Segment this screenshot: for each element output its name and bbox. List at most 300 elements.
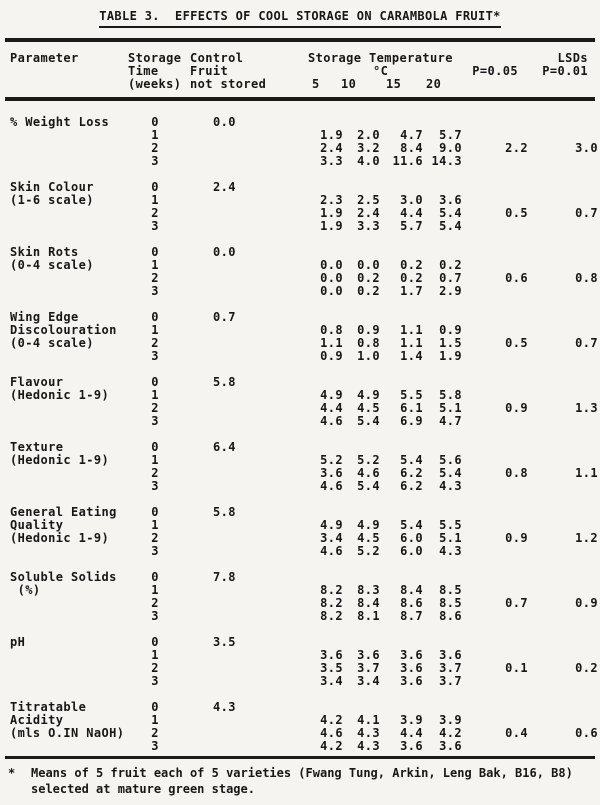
cell-control: 4.3: [213, 700, 236, 714]
cell-control: 7.8: [213, 570, 236, 584]
cell-temp-20: 5.4: [439, 466, 462, 480]
cell-parameter: (Hedonic 1-9): [10, 531, 110, 545]
cell-temp-20: 8.5: [439, 583, 462, 597]
cell-control: [176, 597, 265, 610]
cell-temp-10: 0.8: [357, 336, 380, 350]
cell-lsd-p05: 0.5: [505, 336, 528, 350]
table-row: [10, 649, 588, 662]
table-row: [10, 246, 588, 259]
cell-control: [176, 259, 265, 272]
cell-parameter: % Weight Loss: [10, 115, 110, 129]
cell-week: 3: [151, 284, 159, 298]
cell-temp-5: 1.9: [320, 128, 343, 142]
cell-temp-10: 2.5: [357, 193, 380, 207]
cell-control: [176, 675, 265, 688]
cell-week: 0: [151, 115, 159, 129]
cell-week: 1: [151, 583, 159, 597]
cell-lsd-p01: [528, 350, 598, 363]
cell-lsd-p05: [462, 675, 528, 688]
cell-control: 0.7: [213, 310, 236, 324]
table-row: [10, 545, 588, 558]
cell-lsd-p05: [462, 376, 528, 389]
table-row: [10, 194, 588, 207]
cell-temp-15: 0.2: [400, 258, 423, 272]
table-row: [10, 571, 588, 584]
cell-parameter: Skin Rots: [10, 245, 79, 259]
cell-parameter: [10, 740, 134, 753]
cell-temp-10: 4.3: [357, 726, 380, 740]
cell-temp-10: 5.4: [357, 479, 380, 493]
cell-temp-10: 4.9: [357, 518, 380, 532]
cell-temp-15: 5.4: [400, 453, 423, 467]
cell-parameter: [10, 155, 134, 168]
header-p01: P=0.01: [542, 64, 588, 78]
cell-lsd-p05: [462, 116, 528, 129]
cell-lsd-p05: [462, 545, 528, 558]
cell-parameter: [10, 285, 134, 298]
cell-lsd-p05: [462, 571, 528, 584]
cell-week: 2: [151, 206, 159, 220]
header-temp-15: 15: [386, 77, 402, 91]
cell-temp-10: 1.0: [357, 349, 380, 363]
header-temp-title: Storage Temperature: [308, 51, 453, 65]
cell-temp-5: 5.2: [320, 453, 343, 467]
header-temp-20: 20: [426, 77, 442, 91]
cell-temp-20: 4.7: [439, 414, 462, 428]
cell-temp-20: 3.6: [439, 739, 462, 753]
cell-week: 1: [151, 388, 159, 402]
header-lsds: LSDs: [557, 51, 588, 65]
cell-control: [176, 480, 265, 493]
cell-lsd-p05: 0.4: [505, 726, 528, 740]
cell-temp-10: 3.6: [357, 648, 380, 662]
cell-lsd-p05: [462, 311, 528, 324]
cell-temp-5: 1.9: [320, 206, 343, 220]
cell-temp-5: 3.6: [320, 466, 343, 480]
cell-temp-10: 5.2: [357, 544, 380, 558]
table-row: [10, 116, 588, 129]
cell-temp-10: 8.4: [357, 596, 380, 610]
cell-week: 3: [151, 739, 159, 753]
cell-temp-10: 4.1: [357, 713, 380, 727]
cell-week: 1: [151, 128, 159, 142]
cell-lsd-p01: 0.6: [575, 726, 598, 740]
cell-temp-5: 3.3: [320, 154, 343, 168]
cell-temp-20: 5.7: [439, 128, 462, 142]
cell-temp-15: 3.6: [400, 661, 423, 675]
cell-temp-20: 4.2: [439, 726, 462, 740]
cell-temp-20: 9.0: [439, 141, 462, 155]
cell-control: 0.0: [213, 245, 236, 259]
cell-parameter: Skin Colour: [10, 180, 94, 194]
cell-lsd-p01: [528, 415, 598, 428]
cell-week: 0: [151, 180, 159, 194]
cell-week: 0: [151, 635, 159, 649]
cell-temp-20: 4.3: [439, 544, 462, 558]
cell-lsd-p01: [528, 441, 598, 454]
cell-temp-20: 0.2: [439, 258, 462, 272]
cell-temp-15: 4.7: [400, 128, 423, 142]
table-row: [10, 324, 588, 337]
cell-lsd-p05: [462, 636, 528, 649]
cell-lsd-p01: [528, 740, 598, 753]
footnote-line2: selected at mature green stage.: [31, 782, 255, 796]
table-section: [10, 570, 598, 623]
cell-temp-15: 3.6: [400, 739, 423, 753]
cell-temp-10: 2.0: [357, 128, 380, 142]
cell-lsd-p01: [528, 155, 598, 168]
header-temp-10: 10: [341, 77, 357, 91]
cell-lsd-p05: 0.8: [505, 466, 528, 480]
table-row: [10, 701, 588, 714]
cell-week: 3: [151, 544, 159, 558]
cell-week: 3: [151, 219, 159, 233]
cell-temp-20: 0.7: [439, 271, 462, 285]
cell-temp-10: 3.7: [357, 661, 380, 675]
cell-parameter: [10, 597, 134, 610]
table-row: [10, 610, 588, 623]
cell-lsd-p01: 1.2: [575, 531, 598, 545]
cell-temp-5: 2.4: [320, 141, 343, 155]
table-row: [10, 531, 598, 545]
cell-temp-20: 14.3: [431, 154, 462, 168]
horizontal-rule-top: [5, 38, 595, 42]
cell-temp-15: 3.6: [400, 648, 423, 662]
table-section: [10, 180, 598, 233]
cell-temp-5: 0.0: [320, 284, 343, 298]
cell-parameter: (0-4 scale): [10, 336, 94, 350]
cell-lsd-p05: [462, 480, 528, 493]
table-row: [10, 389, 588, 402]
cell-parameter: Soluble Solids: [10, 570, 117, 584]
cell-control: [176, 389, 265, 402]
cell-week: 0: [151, 505, 159, 519]
cell-temp-5: 4.2: [320, 713, 343, 727]
cell-week: 0: [151, 310, 159, 324]
cell-temp-20: 5.5: [439, 518, 462, 532]
table-row: [10, 271, 598, 285]
cell-parameter: (0-4 scale): [10, 258, 94, 272]
cell-temp-20: 3.7: [439, 674, 462, 688]
cell-lsd-p05: 0.9: [505, 401, 528, 415]
table-section: [10, 245, 598, 298]
cell-temp-20: 3.9: [439, 713, 462, 727]
cell-temp-10: 3.4: [357, 674, 380, 688]
cell-lsd-p01: [528, 220, 598, 233]
cell-parameter: [10, 610, 134, 623]
header-storage-line1: Storage: [128, 51, 182, 65]
cell-control: [176, 337, 265, 350]
cell-lsd-p01: [528, 181, 598, 194]
table-row: [10, 336, 598, 350]
cell-temp-10: 0.0: [357, 258, 380, 272]
cell-parameter: [10, 272, 134, 285]
header-temp-unit: °C: [373, 64, 389, 78]
table-title: TABLE 3. EFFECTS OF COOL STORAGE ON CARAMBOLA FRUIT*: [99, 9, 500, 28]
header-parameter: Parameter: [10, 51, 79, 65]
cell-temp-5: 4.4: [320, 401, 343, 415]
cell-control: [176, 454, 265, 467]
table-row: [10, 661, 598, 675]
cell-temp-10: 0.2: [357, 271, 380, 285]
cell-temp-20: 2.9: [439, 284, 462, 298]
table-row: [10, 636, 588, 649]
cell-temp-20: 3.7: [439, 661, 462, 675]
cell-temp-15: 1.7: [400, 284, 423, 298]
cell-week: 2: [151, 401, 159, 415]
table-section: [10, 115, 598, 168]
cell-temp-10: 4.3: [357, 739, 380, 753]
table-row: [10, 206, 598, 220]
cell-control: [176, 740, 265, 753]
cell-week: 1: [151, 193, 159, 207]
cell-parameter: [10, 675, 134, 688]
cell-temp-10: 8.1: [357, 609, 380, 623]
cell-control: [176, 714, 265, 727]
cell-temp-10: 4.6: [357, 466, 380, 480]
cell-week: 3: [151, 479, 159, 493]
cell-parameter: [10, 662, 134, 675]
cell-parameter: Acidity: [10, 713, 64, 727]
cell-lsd-p05: [462, 350, 528, 363]
table-row: [10, 259, 588, 272]
cell-temp-15: 6.2: [400, 466, 423, 480]
cell-control: [176, 610, 265, 623]
cell-lsd-p05: [462, 181, 528, 194]
cell-lsd-p01: 1.1: [575, 466, 598, 480]
cell-week: 0: [151, 440, 159, 454]
cell-lsd-p01: [528, 480, 598, 493]
cell-temp-20: 5.8: [439, 388, 462, 402]
cell-lsd-p01: 0.7: [575, 336, 598, 350]
cell-control: [176, 402, 265, 415]
header-storage-line3: (weeks): [128, 77, 182, 91]
cell-week: 1: [151, 453, 159, 467]
cell-week: 2: [151, 336, 159, 350]
cell-control: 5.8: [213, 375, 236, 389]
cell-temp-15: 8.4: [400, 141, 423, 155]
cell-temp-15: 5.7: [400, 219, 423, 233]
cell-temp-15: 6.9: [400, 414, 423, 428]
cell-lsd-p01: 0.9: [575, 596, 598, 610]
cell-temp-5: 3.5: [320, 661, 343, 675]
cell-lsd-p05: 0.7: [505, 596, 528, 610]
cell-lsd-p05: [462, 415, 528, 428]
cell-temp-10: 3.2: [357, 141, 380, 155]
cell-temp-5: 3.4: [320, 531, 343, 545]
cell-parameter: Discolouration: [10, 323, 117, 337]
table-row: [10, 350, 588, 363]
cell-control: [176, 662, 265, 675]
table-row: [10, 181, 588, 194]
cell-parameter: General Eating: [10, 505, 117, 519]
cell-temp-15: 1.1: [400, 323, 423, 337]
table-body: [10, 115, 598, 766]
header-storage-line2: Time: [128, 64, 159, 78]
cell-temp-20: 8.6: [439, 609, 462, 623]
cell-temp-20: 1.9: [439, 349, 462, 363]
cell-control: [176, 649, 265, 662]
cell-parameter: Quality: [10, 518, 64, 532]
cell-control: [176, 207, 265, 220]
table-section: [10, 700, 598, 753]
cell-lsd-p05: [462, 441, 528, 454]
cell-temp-15: 3.9: [400, 713, 423, 727]
table-section: [10, 635, 598, 688]
table-row: [10, 584, 588, 597]
cell-temp-15: 6.0: [400, 544, 423, 558]
table-row: [10, 141, 598, 155]
cell-temp-20: 5.4: [439, 206, 462, 220]
table-row: [10, 740, 588, 753]
cell-temp-5: 4.6: [320, 544, 343, 558]
cell-control: 3.5: [213, 635, 236, 649]
cell-lsd-p05: [462, 701, 528, 714]
table-row: [10, 466, 598, 480]
cell-week: 2: [151, 466, 159, 480]
cell-temp-15: 6.2: [400, 479, 423, 493]
cell-week: 0: [151, 375, 159, 389]
cell-control: [176, 532, 265, 545]
cell-lsd-p01: [528, 285, 598, 298]
header-control-line1: Control: [190, 51, 244, 65]
cell-temp-15: 3.6: [400, 674, 423, 688]
cell-temp-5: 3.6: [320, 648, 343, 662]
cell-lsd-p01: [528, 246, 598, 259]
cell-temp-15: 4.4: [400, 206, 423, 220]
cell-temp-20: 1.5: [439, 336, 462, 350]
cell-parameter: Titratable: [10, 700, 87, 714]
table-row: [10, 596, 598, 610]
table-section: [10, 375, 598, 428]
cell-temp-15: 3.0: [400, 193, 423, 207]
cell-lsd-p01: 0.7: [575, 206, 598, 220]
footnote-marker: *: [8, 766, 16, 780]
cell-week: 1: [151, 713, 159, 727]
cell-parameter: [10, 402, 134, 415]
cell-temp-15: 6.1: [400, 401, 423, 415]
cell-parameter: pH: [10, 635, 26, 649]
cell-lsd-p01: 0.2: [575, 661, 598, 675]
table-row: [10, 675, 588, 688]
cell-lsd-p01: [528, 636, 598, 649]
cell-temp-5: 0.0: [320, 258, 343, 272]
cell-temp-15: 6.0: [400, 531, 423, 545]
cell-control: 2.4: [213, 180, 236, 194]
cell-lsd-p01: 3.0: [575, 141, 598, 155]
cell-parameter: [10, 480, 134, 493]
cell-lsd-p05: [462, 155, 528, 168]
cell-lsd-p01: [528, 701, 598, 714]
cell-parameter: [10, 220, 134, 233]
cell-temp-15: 0.2: [400, 271, 423, 285]
cell-control: [176, 194, 265, 207]
cell-temp-5: 0.9: [320, 349, 343, 363]
header-temp-5: 5: [312, 77, 320, 91]
table-row: [10, 285, 588, 298]
cell-temp-15: 8.4: [400, 583, 423, 597]
cell-week: 3: [151, 349, 159, 363]
cell-lsd-p05: [462, 285, 528, 298]
cell-lsd-p01: [528, 610, 598, 623]
cell-week: 1: [151, 323, 159, 337]
table-row: [10, 415, 588, 428]
cell-control: [176, 220, 265, 233]
table-row: [10, 220, 588, 233]
table-row: [10, 726, 598, 740]
cell-week: 0: [151, 700, 159, 714]
cell-lsd-p01: [528, 376, 598, 389]
cell-temp-10: 4.5: [357, 531, 380, 545]
cell-lsd-p05: 0.9: [505, 531, 528, 545]
cell-control: [176, 519, 265, 532]
cell-temp-5: 4.6: [320, 414, 343, 428]
cell-temp-10: 3.3: [357, 219, 380, 233]
cell-control: 5.8: [213, 505, 236, 519]
table-section: [10, 505, 598, 558]
cell-week: 2: [151, 596, 159, 610]
header-p05: P=0.05: [472, 64, 518, 78]
table-row: [10, 506, 588, 519]
cell-week: 1: [151, 258, 159, 272]
cell-temp-10: 0.2: [357, 284, 380, 298]
cell-temp-15: 11.6: [392, 154, 423, 168]
cell-control: [176, 727, 265, 740]
cell-parameter: [10, 649, 134, 662]
cell-lsd-p05: 0.6: [505, 271, 528, 285]
cell-lsd-p01: [528, 571, 598, 584]
cell-week: 3: [151, 414, 159, 428]
cell-temp-5: 0.0: [320, 271, 343, 285]
cell-parameter: (mls O.IN NaOH): [10, 726, 125, 740]
cell-lsd-p05: [462, 610, 528, 623]
cell-temp-10: 4.9: [357, 388, 380, 402]
cell-lsd-p01: [528, 311, 598, 324]
table-row: [10, 129, 588, 142]
table-section: [10, 310, 598, 363]
cell-week: 2: [151, 661, 159, 675]
cell-control: [176, 142, 265, 155]
cell-temp-5: 8.2: [320, 583, 343, 597]
cell-temp-5: 0.8: [320, 323, 343, 337]
cell-temp-5: 1.1: [320, 336, 343, 350]
cell-control: [176, 467, 265, 480]
cell-parameter: [10, 207, 134, 220]
cell-parameter: [10, 467, 134, 480]
cell-lsd-p05: 2.2: [505, 141, 528, 155]
cell-temp-20: 8.5: [439, 596, 462, 610]
cell-temp-5: 2.3: [320, 193, 343, 207]
cell-temp-10: 4.0: [357, 154, 380, 168]
cell-week: 2: [151, 726, 159, 740]
cell-lsd-p01: [528, 545, 598, 558]
cell-week: 1: [151, 648, 159, 662]
cell-control: [176, 285, 265, 298]
cell-week: 1: [151, 518, 159, 532]
cell-lsd-p01: 0.8: [575, 271, 598, 285]
table-row: [10, 401, 598, 415]
cell-lsd-p05: [462, 506, 528, 519]
cell-parameter: [10, 350, 134, 363]
cell-parameter: (1-6 scale): [10, 193, 94, 207]
cell-parameter: Texture: [10, 440, 64, 454]
cell-parameter: [10, 415, 134, 428]
cell-temp-20: 5.4: [439, 219, 462, 233]
cell-week: 2: [151, 271, 159, 285]
cell-lsd-p05: [462, 220, 528, 233]
header-control-line2: Fruit: [190, 64, 229, 78]
cell-parameter: [10, 545, 134, 558]
